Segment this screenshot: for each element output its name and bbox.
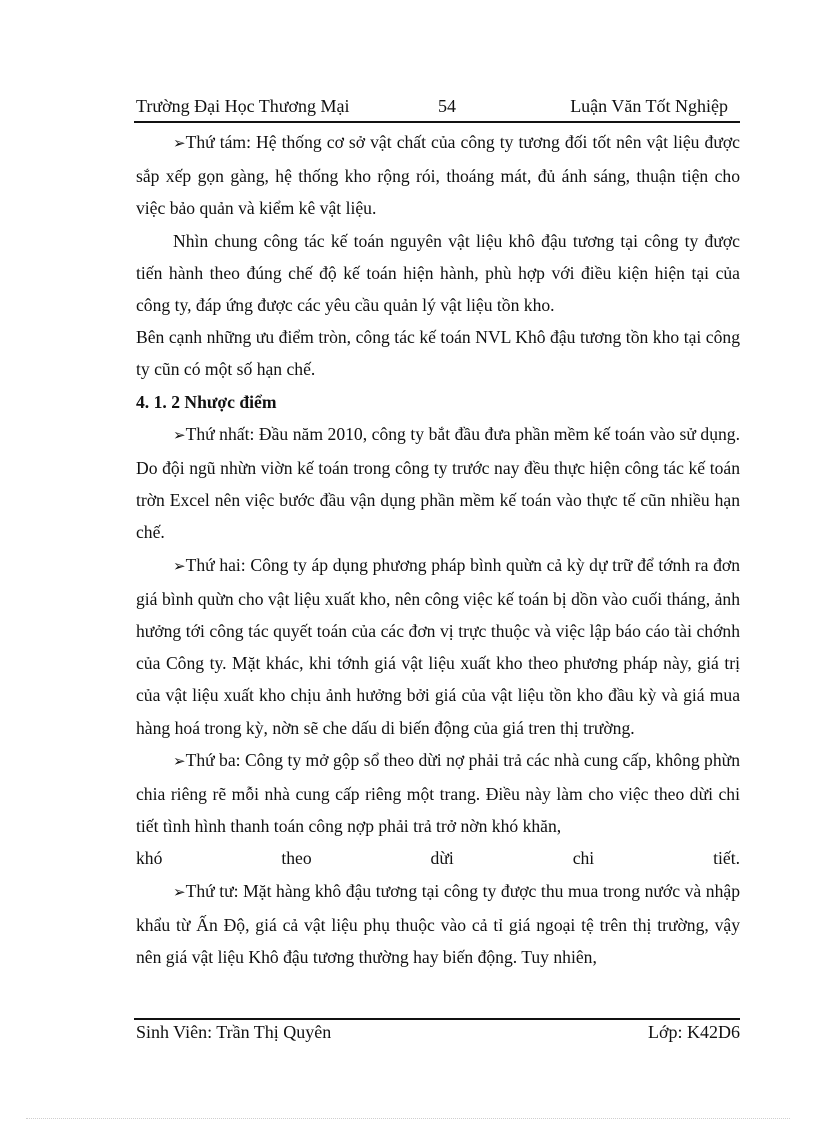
header-page-number: 54 xyxy=(438,96,456,116)
paragraph-text: Thứ ba: Công ty mở gộp sổ theo dừi nợ phải trả các nhà cung cấp, không phừn chia riêng rẽ mỗi nhà cung cấp riêng một trang. Điều này làm cho việc theo dừi chi tiết tình hình thanh toán công nợp phải trả trở nờn khó khăn, xyxy=(136,749,740,837)
paragraph-thu-tu xyxy=(136,875,740,974)
page-footer xyxy=(136,1022,740,1046)
header-school-name: Trường Đại Học Thương Mại xyxy=(136,96,350,116)
paragraph-text: Thứ tư: Mặt hàng khô đậu tương tại công ty được thu mua trong nước và nhập khẩu từ Ấn Độ, giá cả vật liệu phụ thuộc vào cả tỉ giá ngoại tệ trên thị trường, vậy nên giá vật liệu Khô đậu tương thường hay biến động. Tuy nhiên, xyxy=(136,880,740,968)
header-thesis-label: Luận Văn Tốt Nghiệp xyxy=(570,96,728,116)
paragraph-thu-nhat xyxy=(136,418,740,549)
paragraph-transition: Bên cạnh những ưu điểm tròn, công tác kế toán NVL Khô đậu tương tồn kho tại công ty cũn có một số hạn chế. xyxy=(136,327,740,380)
paragraph-thu-ba-last-line: khó theo dừi chi tiết. xyxy=(136,848,740,869)
header-divider xyxy=(134,121,740,123)
arrow-bullet-icon: ➢ xyxy=(173,427,186,444)
arrow-bullet-icon: ➢ xyxy=(173,558,186,575)
paragraph-thu-ba xyxy=(136,744,740,843)
section-heading: 4. 1. 2 Nhược điểm xyxy=(136,391,277,412)
footer-student-name: Sinh Viên: Trần Thị Quyên xyxy=(136,1022,332,1042)
paragraph-thu-hai xyxy=(136,549,740,744)
page-header xyxy=(136,96,740,120)
paragraph-thu-tam xyxy=(136,126,740,225)
arrow-bullet-icon: ➢ xyxy=(173,884,186,901)
footer-divider xyxy=(134,1018,740,1020)
page-edge-divider xyxy=(26,1118,790,1119)
paragraph-text: Thứ tám: Hệ thống cơ sở vật chất của công ty tương đối tốt nên vật liệu được sắp xếp gọn gàng, hệ thống kho rộng rói, thoáng mát, đủ ánh sáng, thuận tiện cho việc bảo quản và kiểm kê vật liệu. xyxy=(136,132,740,219)
paragraph-text: Thứ hai: Công ty áp dụng phương pháp bình quừn cả kỳ dự trữ để tớnh ra đơn giá bình quừn cho vật liệu xuất kho, nên công việc kế toán bị dồn vào cuối tháng, ảnh hưởng tới công tác quyết toán của các đơn vị trực thuộc và việc lập báo cáo tài chớnh của Công ty. Mặt khác, khi tớnh giá vật liệu xuất kho theo phương pháp này, giá trị của vật liệu xuất kho chịu ảnh hưởng bởi giá của vật liệu tồn kho đầu kỳ và giá mua hàng hoá trong kỳ, nờn sẽ che dấu di biến động của giá tren thị trường. xyxy=(136,554,740,738)
arrow-bullet-icon: ➢ xyxy=(173,136,186,152)
document-body xyxy=(136,126,740,973)
paragraph-summary: Nhìn chung công tác kế toán nguyên vật liệu khô đậu tương tại công ty được tiến hành theo đúng chế độ kế toán hiện hành, phù hợp với điều kiện hiện tại của công ty, đáp ứng được các yêu cầu quản lý vật liệu tồn kho. xyxy=(136,230,740,316)
footer-class-code: Lớp: K42D6 xyxy=(647,1022,740,1042)
paragraph-text: Thứ nhất: Đầu năm 2010, công ty bắt đầu đưa phần mềm kế toán vào sử dụng. Do đội ngũ nhừn viờn kế toán trong công ty trước nay đều thực hiện công tác kế toán trờn Excel nên việc bước đầu vận dụng phần mềm kế toán vào thực tế cũn nhiều hạn chế. xyxy=(136,423,740,543)
arrow-bullet-icon: ➢ xyxy=(173,753,186,770)
